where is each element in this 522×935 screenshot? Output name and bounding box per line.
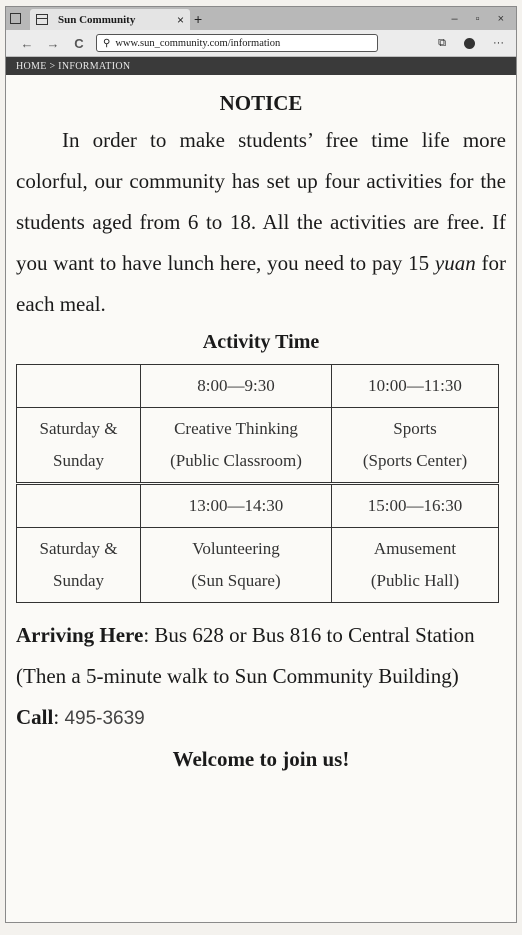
menu-button[interactable]: ··· — [493, 37, 504, 49]
table-row — [17, 528, 499, 603]
reload-button[interactable]: C — [74, 35, 84, 51]
welcome-text: Welcome to join us! — [172, 747, 350, 771]
table-row — [17, 365, 499, 408]
extensions-icon[interactable]: ⧉ — [438, 36, 446, 49]
time-cell: 13:00—14:30 — [141, 484, 332, 528]
arriving-text: Bus 628 or Bus 816 to Central Station — [149, 623, 475, 647]
address-bar — [6, 30, 516, 57]
notice-text: In order to make students’ free time life more colorful, our community has set up four activities for the students aged from 6 to 18. All the activities are free. If you want to have lunch here, you need to pay 15 — [16, 128, 506, 275]
close-window-button[interactable]: × — [497, 12, 504, 25]
breadcrumb: HOME > INFORMATION — [6, 57, 516, 75]
tab-close-icon[interactable]: × — [176, 12, 184, 27]
page-icon — [36, 14, 48, 25]
table-row — [17, 484, 499, 528]
day-cell: Saturday & Sunday — [17, 408, 141, 484]
search-icon: ⚲ — [103, 37, 111, 49]
tab-title: Sun Community — [58, 13, 136, 26]
time-cell: 15:00—16:30 — [332, 484, 499, 528]
tab-strip — [6, 7, 516, 30]
url-text: www.sun_community.com/information — [115, 37, 281, 49]
activity-cell: Sports (Sports Center) — [332, 408, 499, 484]
tab-sun-community[interactable] — [30, 9, 190, 30]
arriving-label: Arriving Here — [16, 623, 144, 647]
time-cell: 8:00—9:30 — [141, 365, 332, 408]
table-row — [17, 408, 499, 484]
new-tab-button[interactable]: + — [194, 10, 203, 27]
notice-title: NOTICE — [219, 91, 303, 115]
activity-cell: Amusement (Public Hall) — [332, 528, 499, 603]
arriving-info: Arriving Here: Bus 628 or Bus 816 to Central Station (Then a 5-minute walk to Sun Community Building) Call: 495-3639 — [16, 623, 475, 729]
notice-paragraph — [16, 120, 506, 325]
url-field[interactable] — [96, 34, 378, 52]
activity-title: Activity Time — [202, 331, 320, 353]
phone-number: 495-3639 — [64, 708, 145, 729]
arriving-note: (Then a 5-minute walk to Sun Community Building) — [16, 664, 459, 688]
window-menu-icon[interactable] — [6, 7, 24, 30]
activity-cell: Creative Thinking (Public Classroom) — [141, 408, 332, 484]
page-content — [6, 91, 516, 772]
browser-window — [5, 6, 517, 923]
time-cell: 10:00—11:30 — [332, 365, 499, 408]
notice-text-end: for each meal. — [16, 251, 506, 316]
back-button[interactable]: ← — [20, 35, 34, 51]
currency-text: yuan — [434, 251, 476, 275]
activity-table — [16, 364, 499, 603]
activity-cell: Volunteering (Sun Square) — [141, 528, 332, 603]
day-cell: Saturday & Sunday — [17, 528, 141, 603]
forward-button[interactable]: → — [46, 35, 60, 51]
call-label: Call — [16, 705, 54, 729]
minimize-button[interactable]: – — [451, 12, 458, 25]
maximize-button[interactable]: ▫ — [475, 12, 480, 25]
profile-avatar[interactable] — [464, 38, 475, 49]
